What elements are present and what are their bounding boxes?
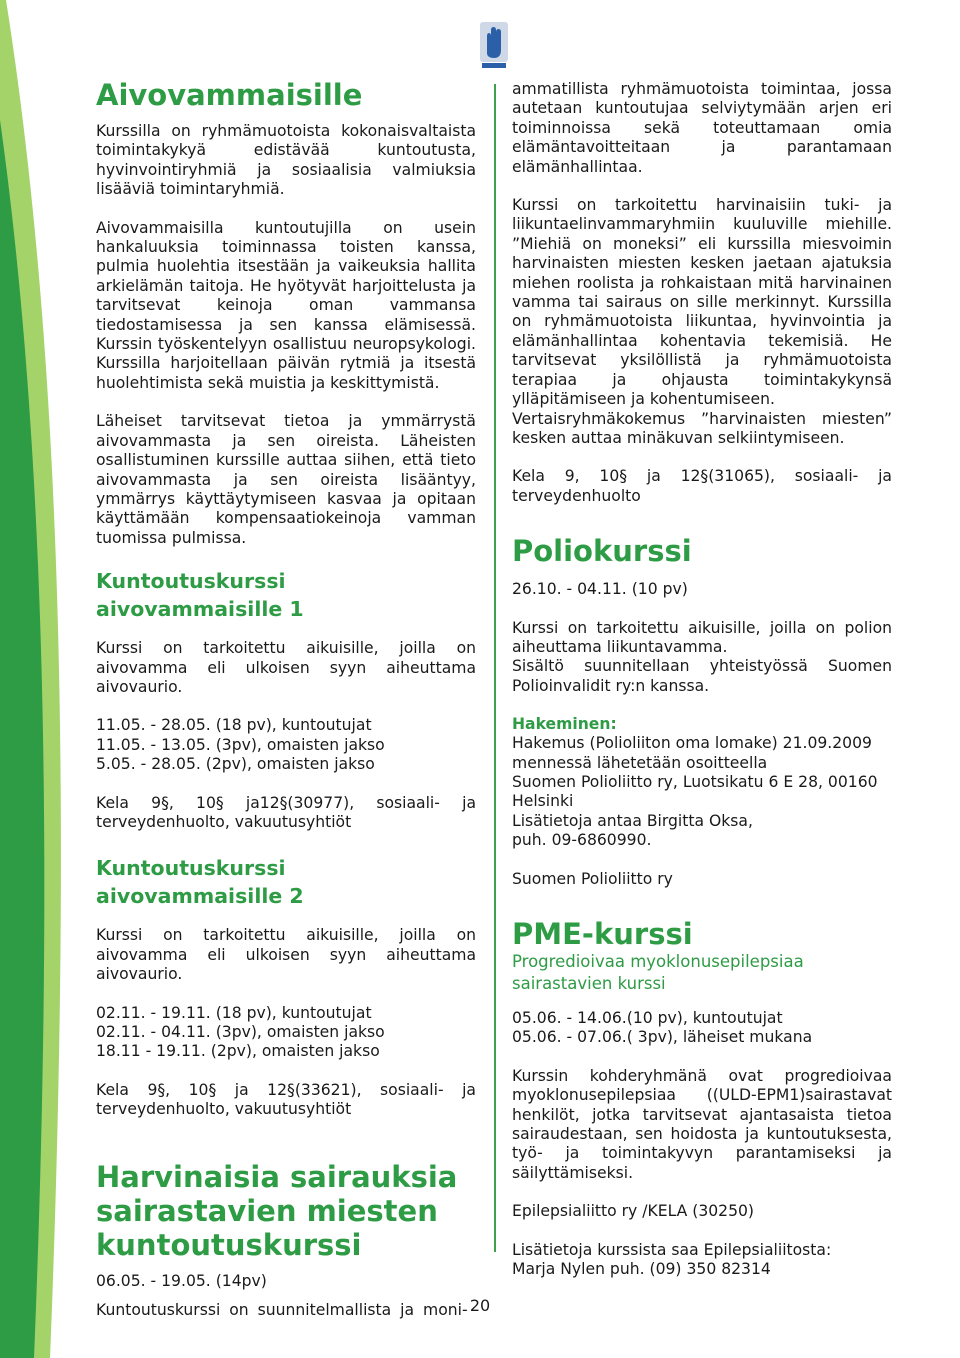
column-divider	[494, 84, 496, 1252]
heading-line: Harvinaisia sairauksia	[96, 1159, 458, 1194]
text-line: puh. 09-6860990.	[512, 831, 652, 850]
paragraph: Aivovammaisilla kuntoutujilla on usein hankaluuksia toiminnassa toisten kanssa, pulmia huolehtia itsestään ja vaikeuksia hallita arkielämän taitoja. He hyötyvät harjoittelusta ja tarvitsevat keinoja oman vammansa tiedostamisessa ja sen kanssa elämisessä. Kurssin työskentelyyn osallistuu neuropsykologi. Kurssilla harjoitellaan päivän rytmiä ja itsestä huolehtimista sekä muistia ja keskittymistä.	[96, 218, 476, 392]
paragraph: Kela 9§, 10§ ja12§(30977), sosiaali- ja terveydenhuolto, vakuutusyhtiöt	[96, 793, 476, 831]
date-line: 18.11 - 19.11. (2pv), omaisten jakso	[96, 1042, 380, 1061]
date-line: 02.11. - 04.11. (3pv), omaisten jakso	[96, 1023, 385, 1041]
date-line: 11.05. - 13.05. (3pv), omaisten jakso	[96, 735, 385, 754]
paragraph: Sisältö suunnitellaan yhteistyössä Suomen Polioinvalidit ry:n kanssa.	[512, 657, 892, 695]
text-line: Suomen Polioliitto ry, Luotsikatu 6 E 28, 00160	[512, 772, 878, 791]
decorative-green-stripe	[0, 0, 80, 1358]
date-line: 05.06. - 07.06.( 3pv), läheiset mukana	[512, 1028, 813, 1047]
subtitle-line: Progredioivaa myoklonusepilepsiaa	[512, 952, 804, 971]
heading-aivovammaisille: Aivovammaisille	[96, 78, 363, 112]
text-line: Marja Nylen puh. (09) 350 82314	[512, 1260, 771, 1279]
heading-poliokurssi: Poliokurssi	[512, 534, 692, 569]
text-line: Lisätietoja antaa Birgitta Oksa,	[512, 811, 753, 830]
paragraph: Kuntoutuskurssi on suunnitelmallista ja moni-	[96, 1301, 468, 1320]
text-line: Hakemus (Polioliiton oma lomake) 21.09.2009	[512, 734, 872, 753]
paragraph: Kela 9§, 10§ ja 12§(33621), sosiaali- ja terveydenhuolto, vakuutusyhtiöt	[96, 1080, 476, 1119]
paragraph: Kurssi on tarkoitettu aikuisille, joilla on aivovamma eli ulkoisen syyn aiheuttama aivovaurio.	[96, 639, 476, 696]
paragraph: Kurssilla on ryhmämuotoista kokonaisvaltaista toimintakykyä edistävää kuntoutusta, hyvinvointiryhmiä ja sosiaalisia valmiuksia lisääviä toimintaryhmiä.	[96, 122, 476, 199]
paragraph: Kurssi on tarkoitettu harvinaisiin tuki- ja liikuntaelinvammaryhmiin kuuluville miehille. ”Miehiä on moneksi” eli kurssilla miesvoimin harvinaisten miesten kesken jaetaan ajatuksia miehen roolista ja rohkaistaan mitä harvinainen vamma tai sairaus on sille merkinnyt. Kurssilla on ryhmämuotoista liikuntaa, hyvinvointia ja elämänhallintaa kohentavia tekemisiä. He tarvitsevat yksilöllistä ja ryhmämuotoista terapiaa ja ohjausta toimintakykynsä ylläpitämiseen ja kohentumiseen.	[512, 196, 892, 409]
heading-line: aivovammaisille 1	[96, 597, 304, 622]
left-column	[96, 78, 476, 1320]
text-line: Helsinki	[512, 792, 574, 811]
text-line: mennessä lähetetään osoitteella	[512, 753, 768, 772]
paragraph: Kurssin kohderyhmänä ovat progredioivaa myoklonusepilepsiaa ((ULD-EPM1)sairastavat henkilöt, jotka tarvitsevat ajantasaista tietoa sairaudestaan, sen hoidosta ja kuntoutuksesta, työ- ja toimintakyvyn parantamiseksi ja säilyttämiseksi.	[512, 1066, 892, 1182]
date-line: 11.05. - 28.05. (18 pv), kuntoutujat	[96, 716, 372, 735]
heading-line: sairastavien miesten	[96, 1193, 438, 1228]
heading-kuntoutuskurssi-2	[96, 854, 476, 910]
text-line: Lisätietoja kurssista saa Epilepsialiitosta:	[512, 1240, 832, 1259]
date-line: 05.06. - 14.06.(10 pv), kuntoutujat	[512, 1009, 783, 1027]
date-line: 26.10. - 04.11. (10 pv)	[512, 580, 688, 599]
heading-line: Kuntoutuskurssi	[96, 569, 286, 594]
text-line: Suomen Polioliitto ry	[512, 869, 673, 888]
heading-line: aivovammaisille 2	[96, 884, 304, 909]
paragraph: ammatillista ryhmämuotoista toimintaa, jossa autetaan kuntoutujaa selviytymään arjen eri toiminnoissa sekä toteuttamaan omia elämäntavoitteitaan ja parantamaan elämänhallintaa.	[512, 80, 892, 176]
paragraph: Kela 9, 10§ ja 12§(31065), sosiaali- ja terveydenhuolto	[512, 467, 892, 505]
right-column	[512, 80, 892, 1279]
heading-line: kuntoutuskurssi	[96, 1227, 362, 1262]
paragraph: Kurssi on tarkoitettu aikuisille, joilla on polion aiheuttama liikuntavamma.	[512, 618, 892, 656]
paragraph: Läheiset tarvitsevat tietoa ja ymmärrystä aivovammasta ja sen oireista. Läheisten osallistuminen kurssille auttaa siihen, että tieto aivovammasta ja sen oireista lisääntyy, ymmärrys käyttäytymiseen kasvaa ja opitaan käyttämään kompensaatiokeinoja vamman tuomissa pulmissa.	[96, 412, 476, 547]
heading-kuntoutuskurssi-1	[96, 567, 476, 623]
date-line: 02.11. - 19.11. (18 pv), kuntoutujat	[96, 1003, 372, 1022]
heading-harvinaisia	[96, 1160, 476, 1262]
text-line: Epilepsialiitto ry /KELA (30250)	[512, 1202, 755, 1221]
heading-line: Kuntoutuskurssi	[96, 856, 286, 881]
subtitle-line: sairastavien kurssi	[512, 974, 666, 993]
hand-logo-icon	[478, 20, 510, 70]
paragraph: Vertaisryhmäkokemus ”harvinaisten miesten” kesken auttaa minäkuvan selkiintymiseen.	[512, 409, 892, 447]
heading-pme-kurssi: PME-kurssi	[512, 917, 693, 951]
date-line: 5.05. - 28.05. (2pv), omaisten jakso	[96, 755, 375, 774]
heading-hakeminen: Hakeminen:	[512, 715, 617, 734]
pme-subtitle	[512, 951, 892, 995]
page-number: 20	[469, 1296, 491, 1315]
paragraph: Kurssi on tarkoitettu aikuisille, joilla on aivovamma eli ulkoisen syyn aiheuttama aivovaurio.	[96, 926, 476, 984]
date-line: 06.05. - 19.05. (14pv)	[96, 1271, 267, 1290]
